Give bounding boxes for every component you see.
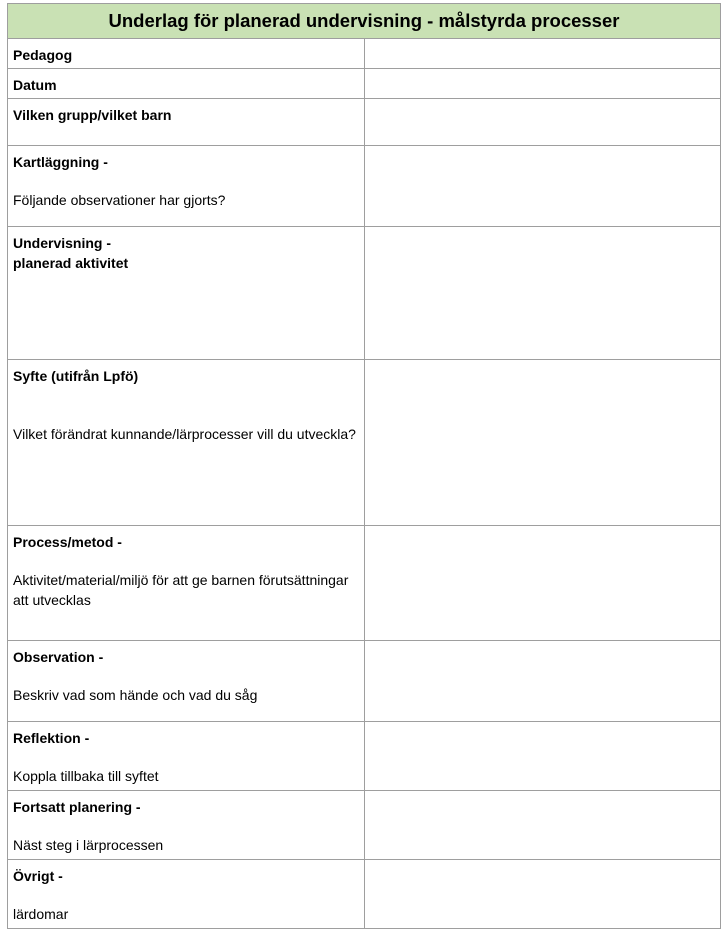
label-grupp: Vilken grupp/vilket barn bbox=[13, 107, 172, 123]
label-cell-grupp bbox=[8, 99, 365, 146]
row-grupp bbox=[8, 99, 721, 146]
label-cell-ovrigt bbox=[8, 860, 365, 929]
label-cell-observation bbox=[8, 641, 365, 722]
value-cell-datum[interactable] bbox=[364, 69, 721, 99]
label-cell-syfte bbox=[8, 360, 365, 526]
label-cell-fortsatt bbox=[8, 791, 365, 860]
description-process: Aktivitet/material/miljö för att ge barnen förutsättningar att utvecklas bbox=[13, 572, 349, 608]
value-cell-kartlaggning[interactable] bbox=[364, 146, 721, 227]
label-reflektion: Reflektion - bbox=[13, 730, 90, 746]
label-fortsatt: Fortsatt planering - bbox=[13, 799, 141, 815]
title-row bbox=[8, 4, 721, 39]
description-observation: Beskriv vad som hände och vad du såg bbox=[13, 687, 258, 703]
row-observation bbox=[8, 641, 721, 722]
label-ovrigt: Övrigt - bbox=[13, 868, 63, 884]
row-kartlaggning bbox=[8, 146, 721, 227]
value-cell-grupp[interactable] bbox=[364, 99, 721, 146]
description-reflektion: Koppla tillbaka till syftet bbox=[13, 768, 159, 784]
description-kartlaggning: Följande observationer har gjorts? bbox=[13, 192, 226, 208]
row-reflektion bbox=[8, 722, 721, 791]
form-title: Underlag för planerad undervisning - målstyrda processer bbox=[8, 4, 721, 39]
label-syfte: Syfte (utifrån Lpfö) bbox=[13, 368, 139, 384]
row-undervisning bbox=[8, 227, 721, 360]
value-cell-process[interactable] bbox=[364, 526, 721, 641]
label-cell-process bbox=[8, 526, 365, 641]
planning-form-table bbox=[7, 3, 721, 929]
value-cell-undervisning[interactable] bbox=[364, 227, 721, 360]
value-cell-syfte[interactable] bbox=[364, 360, 721, 526]
label-undervisning: Undervisning - bbox=[13, 235, 112, 251]
label-observation: Observation - bbox=[13, 649, 104, 665]
value-cell-pedagog[interactable] bbox=[364, 39, 721, 69]
label-planerad-aktivitet: planerad aktivitet bbox=[13, 255, 129, 271]
description-syfte: Vilket förändrat kunnande/lärprocesser vill du utveckla? bbox=[13, 426, 356, 442]
row-ovrigt bbox=[8, 860, 721, 929]
label-process: Process/metod - bbox=[13, 534, 122, 550]
label-cell-datum bbox=[8, 69, 365, 99]
value-cell-fortsatt[interactable] bbox=[364, 791, 721, 860]
label-cell-pedagog bbox=[8, 39, 365, 69]
label-cell-kartlaggning bbox=[8, 146, 365, 227]
row-process bbox=[8, 526, 721, 641]
row-syfte bbox=[8, 360, 721, 526]
value-cell-observation[interactable] bbox=[364, 641, 721, 722]
description-ovrigt: lärdomar bbox=[13, 906, 69, 922]
label-cell-reflektion bbox=[8, 722, 365, 791]
row-datum bbox=[8, 69, 721, 99]
label-pedagog: Pedagog bbox=[13, 47, 73, 63]
label-kartlaggning: Kartläggning - bbox=[13, 154, 108, 170]
row-fortsatt bbox=[8, 791, 721, 860]
description-fortsatt: Näst steg i lärprocessen bbox=[13, 837, 164, 853]
value-cell-ovrigt[interactable] bbox=[364, 860, 721, 929]
row-pedagog bbox=[8, 39, 721, 69]
label-cell-undervisning bbox=[8, 227, 365, 360]
label-datum: Datum bbox=[13, 77, 57, 93]
value-cell-reflektion[interactable] bbox=[364, 722, 721, 791]
